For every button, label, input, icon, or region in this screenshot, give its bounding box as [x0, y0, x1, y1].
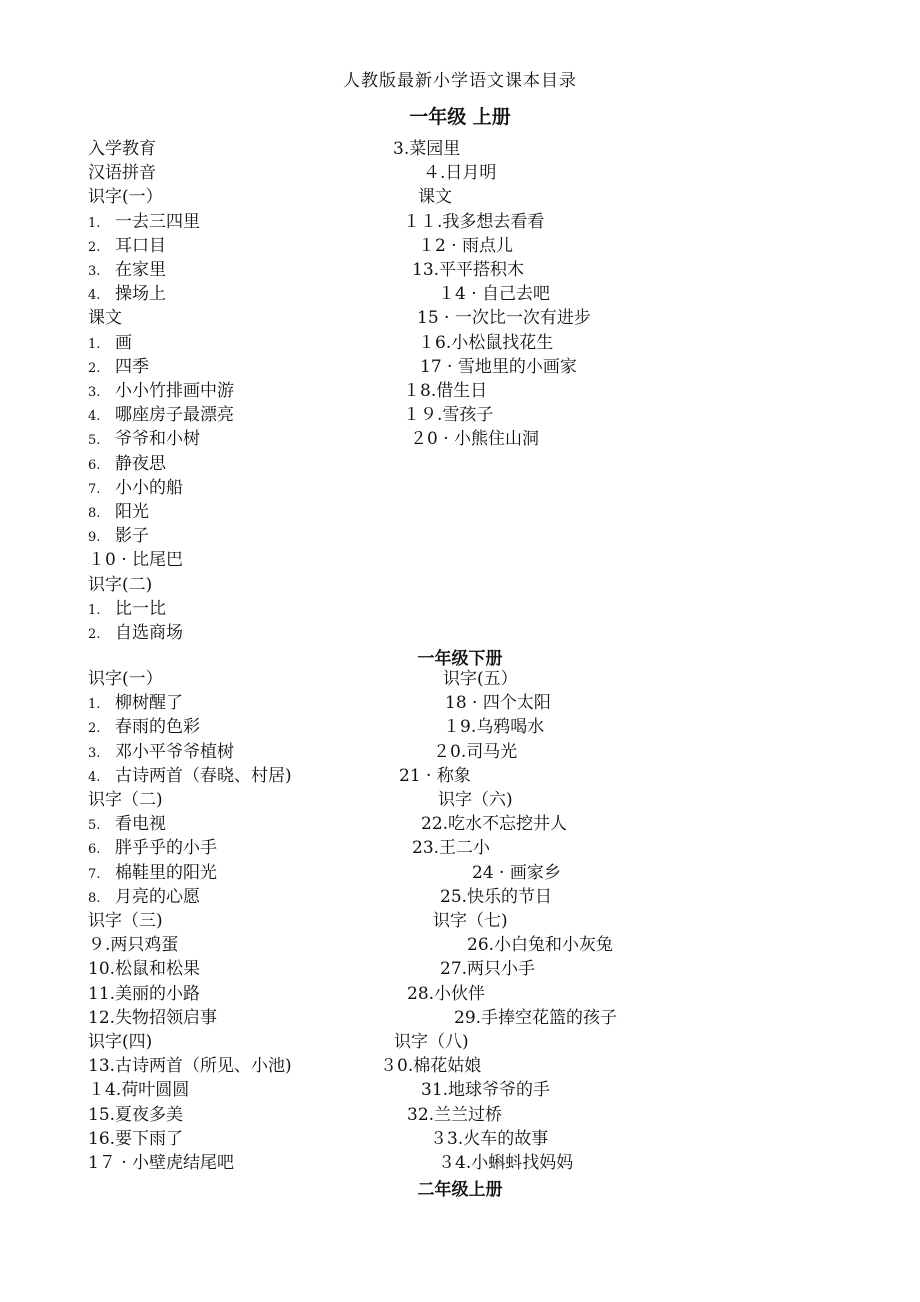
toc-entry [418, 235, 513, 257]
toc-entry [88, 741, 234, 765]
toc-entry [440, 886, 552, 908]
entry-title: ３3.火车的故事 [430, 1128, 549, 1149]
toc-entry [394, 1031, 469, 1053]
toc-entry [88, 862, 217, 886]
toc-entry [412, 837, 490, 859]
entry-title: 11.美丽的小路 [88, 983, 201, 1004]
entry-number: 3. [88, 385, 101, 400]
toc-entry [443, 716, 544, 738]
entry-title: 识字(四) [88, 1032, 153, 1052]
toc-entry [88, 765, 292, 789]
entry-number: 1. [88, 697, 101, 713]
toc-entry [88, 1007, 217, 1029]
entry-title: 柳树醒了 [115, 693, 183, 714]
entry-title: 课文 [88, 308, 122, 329]
entry-title: 26.小白兔和小灰兔 [467, 935, 614, 956]
entry-title: 25.快乐的节日 [440, 886, 553, 907]
entry-number: 1. [88, 336, 101, 352]
toc-entry [420, 356, 577, 378]
entry-title: 识字（三) [88, 911, 163, 931]
entry-title: 识字(五） [443, 669, 518, 689]
entry-title: ３4.小蝌蚪找妈妈 [438, 1153, 574, 1173]
entry-title: 识字（八) [394, 1032, 469, 1052]
toc-entry [88, 477, 183, 501]
entry-title: 23.王二小 [412, 838, 491, 859]
entry-title: 月亮的心愿 [115, 886, 200, 907]
entry-title: 邓小平爷爷植树 [115, 741, 234, 762]
entry-title: 春雨的色彩 [115, 717, 200, 738]
toc-entry [423, 162, 496, 184]
entry-title: １９.雪孩子 [403, 405, 494, 426]
toc-entry [88, 332, 132, 356]
entry-title: 识字(一） [88, 187, 163, 208]
toc-entry [88, 259, 166, 283]
entry-title: 棉鞋里的阳光 [115, 862, 217, 883]
section-heading-grade2-vol1: 二年级上册 [417, 1180, 503, 1200]
toc-entry [88, 501, 149, 525]
toc-entry [88, 622, 183, 646]
entry-number: 2. [88, 360, 101, 376]
entry-title: １2 · 雨点儿 [418, 235, 514, 256]
toc-entry [407, 1104, 502, 1126]
toc-entry [438, 1152, 573, 1174]
toc-entry [380, 1055, 481, 1077]
entry-title: 17 · 雪地里的小画家 [420, 356, 577, 377]
entry-title: 18 · 四个太阳 [445, 693, 551, 714]
entry-title: 课文 [418, 187, 452, 208]
entry-number: 8. [88, 890, 101, 906]
entry-title: ３0.棉花姑娘 [380, 1056, 482, 1077]
section-heading-grade1-vol1: 一年级 上册 [409, 106, 511, 128]
entry-title: 胖乎乎的小手 [115, 838, 217, 859]
entry-number: 2. [88, 721, 101, 737]
entry-title: 识字(一） [88, 669, 163, 689]
toc-entry [88, 789, 163, 811]
toc-entry [88, 983, 200, 1005]
entry-title: 21 · 称象 [399, 765, 471, 786]
toc-entry [467, 934, 613, 956]
toc-entry [403, 380, 487, 402]
entry-title: 15.夏夜多美 [88, 1104, 184, 1125]
toc-entry [443, 668, 518, 690]
entry-title: 小小竹排画中游 [115, 381, 234, 401]
toc-entry [88, 958, 200, 980]
entry-title: 3.菜园里 [393, 139, 461, 159]
toc-entry [88, 716, 200, 740]
toc-entry [88, 404, 234, 428]
toc-entry [88, 1128, 183, 1150]
entry-title: 15 · 一次比一次有进步 [417, 308, 591, 329]
entry-title: 13.古诗两首（所见、小池) [88, 1056, 292, 1077]
entry-number: 6. [88, 842, 101, 858]
entry-number: 7. [88, 866, 101, 882]
entry-title: 识字（七) [433, 911, 508, 931]
entry-title: 在家里 [115, 260, 166, 280]
entry-title: 哪座房子最漂亮 [115, 405, 234, 426]
toc-entry [88, 428, 200, 452]
toc-entry [421, 1079, 550, 1101]
entry-title: 27.两只小手 [440, 959, 536, 980]
entry-title: 31.地球爷爷的手 [421, 1080, 551, 1101]
toc-entry [445, 692, 551, 714]
entry-title: 古诗两首（春晓、村居) [115, 765, 292, 786]
entry-number: 2. [88, 627, 101, 642]
entry-number: 7. [88, 481, 101, 497]
entry-title: １9.乌鸦喝水 [443, 717, 545, 738]
entry-title: 识字（六) [438, 790, 513, 810]
toc-entry [412, 259, 524, 281]
entry-number: 4. [88, 288, 101, 304]
toc-entry [418, 332, 553, 354]
toc-entry [433, 741, 517, 763]
toc-entry [421, 813, 567, 835]
entry-title: 静夜思 [115, 453, 166, 474]
entry-title: 自选商场 [115, 623, 183, 643]
entry-title: ４.日月明 [423, 163, 497, 184]
toc-entry [88, 1079, 189, 1101]
entry-title: 1７ · 小壁虎结尾吧 [88, 1153, 235, 1173]
entry-title: ２0 · 小熊住山洞 [410, 429, 540, 450]
toc-entry [88, 1031, 152, 1053]
entry-title: 操场上 [115, 284, 166, 305]
entry-number: 9. [88, 530, 101, 546]
entry-number: 6. [88, 457, 101, 473]
entry-title: 画 [115, 332, 132, 353]
entry-title: 看电视 [115, 814, 166, 835]
entry-title: 识字（二) [88, 790, 163, 810]
toc-entry [430, 1128, 548, 1150]
entry-title: 28.小伙伴 [407, 983, 486, 1004]
toc-entry [88, 1055, 292, 1077]
entry-title: 识字(二) [88, 574, 153, 595]
entry-title: 比一比 [115, 598, 166, 619]
toc-entry [88, 138, 156, 160]
toc-entry [418, 186, 452, 208]
entry-number: 8. [88, 506, 101, 521]
toc-entry [472, 862, 561, 884]
entry-number: 3. [88, 264, 101, 279]
entry-title: 24 · 画家乡 [472, 862, 561, 883]
toc-entry [88, 549, 183, 571]
toc-entry [88, 598, 166, 622]
entry-title: 汉语拼音 [88, 163, 156, 184]
toc-entry [393, 138, 460, 160]
entry-title: 入学教育 [88, 139, 156, 159]
toc-entry [88, 380, 234, 404]
entry-title: 10.松鼠和松果 [88, 959, 201, 980]
entry-title: 12.失物招领启事 [88, 1007, 218, 1028]
toc-entry [88, 692, 183, 716]
toc-entry [88, 211, 200, 235]
entry-title: ９.两只鸡蛋 [88, 935, 179, 956]
toc-entry [88, 813, 166, 837]
entry-title: ２0.司马光 [433, 741, 518, 762]
toc-entry [407, 983, 485, 1005]
toc-entry [88, 307, 122, 329]
toc-entry [440, 958, 535, 980]
entry-number: 3. [88, 745, 101, 761]
toc-entry [88, 162, 156, 184]
entry-title: １4 · 自己去吧 [438, 284, 551, 305]
entry-number: 4. [88, 409, 101, 425]
toc-entry [88, 886, 200, 910]
entry-title: １0 · 比尾巴 [88, 550, 184, 571]
toc-entry [88, 1152, 234, 1174]
entry-title: 22.吃水不忘挖井人 [421, 814, 568, 835]
entry-title: 13.平平搭积木 [412, 260, 525, 280]
entry-title: １8.借生日 [403, 381, 488, 401]
entry-title: 小小的船 [115, 477, 183, 498]
toc-entry [88, 235, 166, 259]
toc-entry [410, 428, 539, 450]
entry-title: 耳口目 [115, 235, 166, 256]
entry-title: 16.要下雨了 [88, 1128, 184, 1149]
toc-entry [88, 356, 149, 380]
document-title: 人教版最新小学语文课本目录 [343, 71, 577, 91]
toc-entry [417, 307, 591, 329]
entry-title: 阳光 [115, 502, 149, 522]
toc-entry [88, 837, 217, 861]
toc-entry [454, 1007, 617, 1029]
toc-entry [88, 186, 163, 208]
entry-number: 5. [88, 818, 101, 834]
toc-entry [438, 789, 513, 811]
entry-title: １4.荷叶圆圆 [88, 1080, 190, 1101]
entry-number: 5. [88, 433, 101, 449]
entry-title: 四季 [115, 356, 149, 377]
toc-entry [88, 453, 166, 477]
toc-entry [88, 668, 163, 690]
toc-entry [88, 934, 178, 956]
entry-number: 2. [88, 239, 101, 255]
toc-entry [88, 525, 149, 549]
entry-title: 爷爷和小树 [115, 429, 200, 450]
entry-title: １１.我多想去看看 [403, 211, 545, 232]
entry-number: 1. [88, 215, 101, 231]
entry-title: 29.手捧空花篮的孩子 [454, 1007, 618, 1028]
entry-number: 1. [88, 602, 101, 618]
section-heading-grade1-vol2: 一年级下册 [417, 649, 503, 669]
entry-title: 一去三四里 [115, 211, 200, 232]
entry-title: 32.兰兰过桥 [407, 1104, 503, 1125]
toc-entry [433, 910, 508, 932]
toc-entry [88, 574, 152, 596]
entry-title: 影子 [115, 526, 149, 547]
toc-entry [403, 211, 544, 233]
entry-title: １6.小松鼠找花生 [418, 332, 554, 353]
toc-entry [403, 404, 493, 426]
toc-entry [438, 283, 550, 305]
toc-entry [88, 910, 163, 932]
toc-entry [399, 765, 471, 787]
toc-entry [88, 1104, 183, 1126]
entry-number: 4. [88, 769, 101, 785]
toc-entry [88, 283, 166, 307]
